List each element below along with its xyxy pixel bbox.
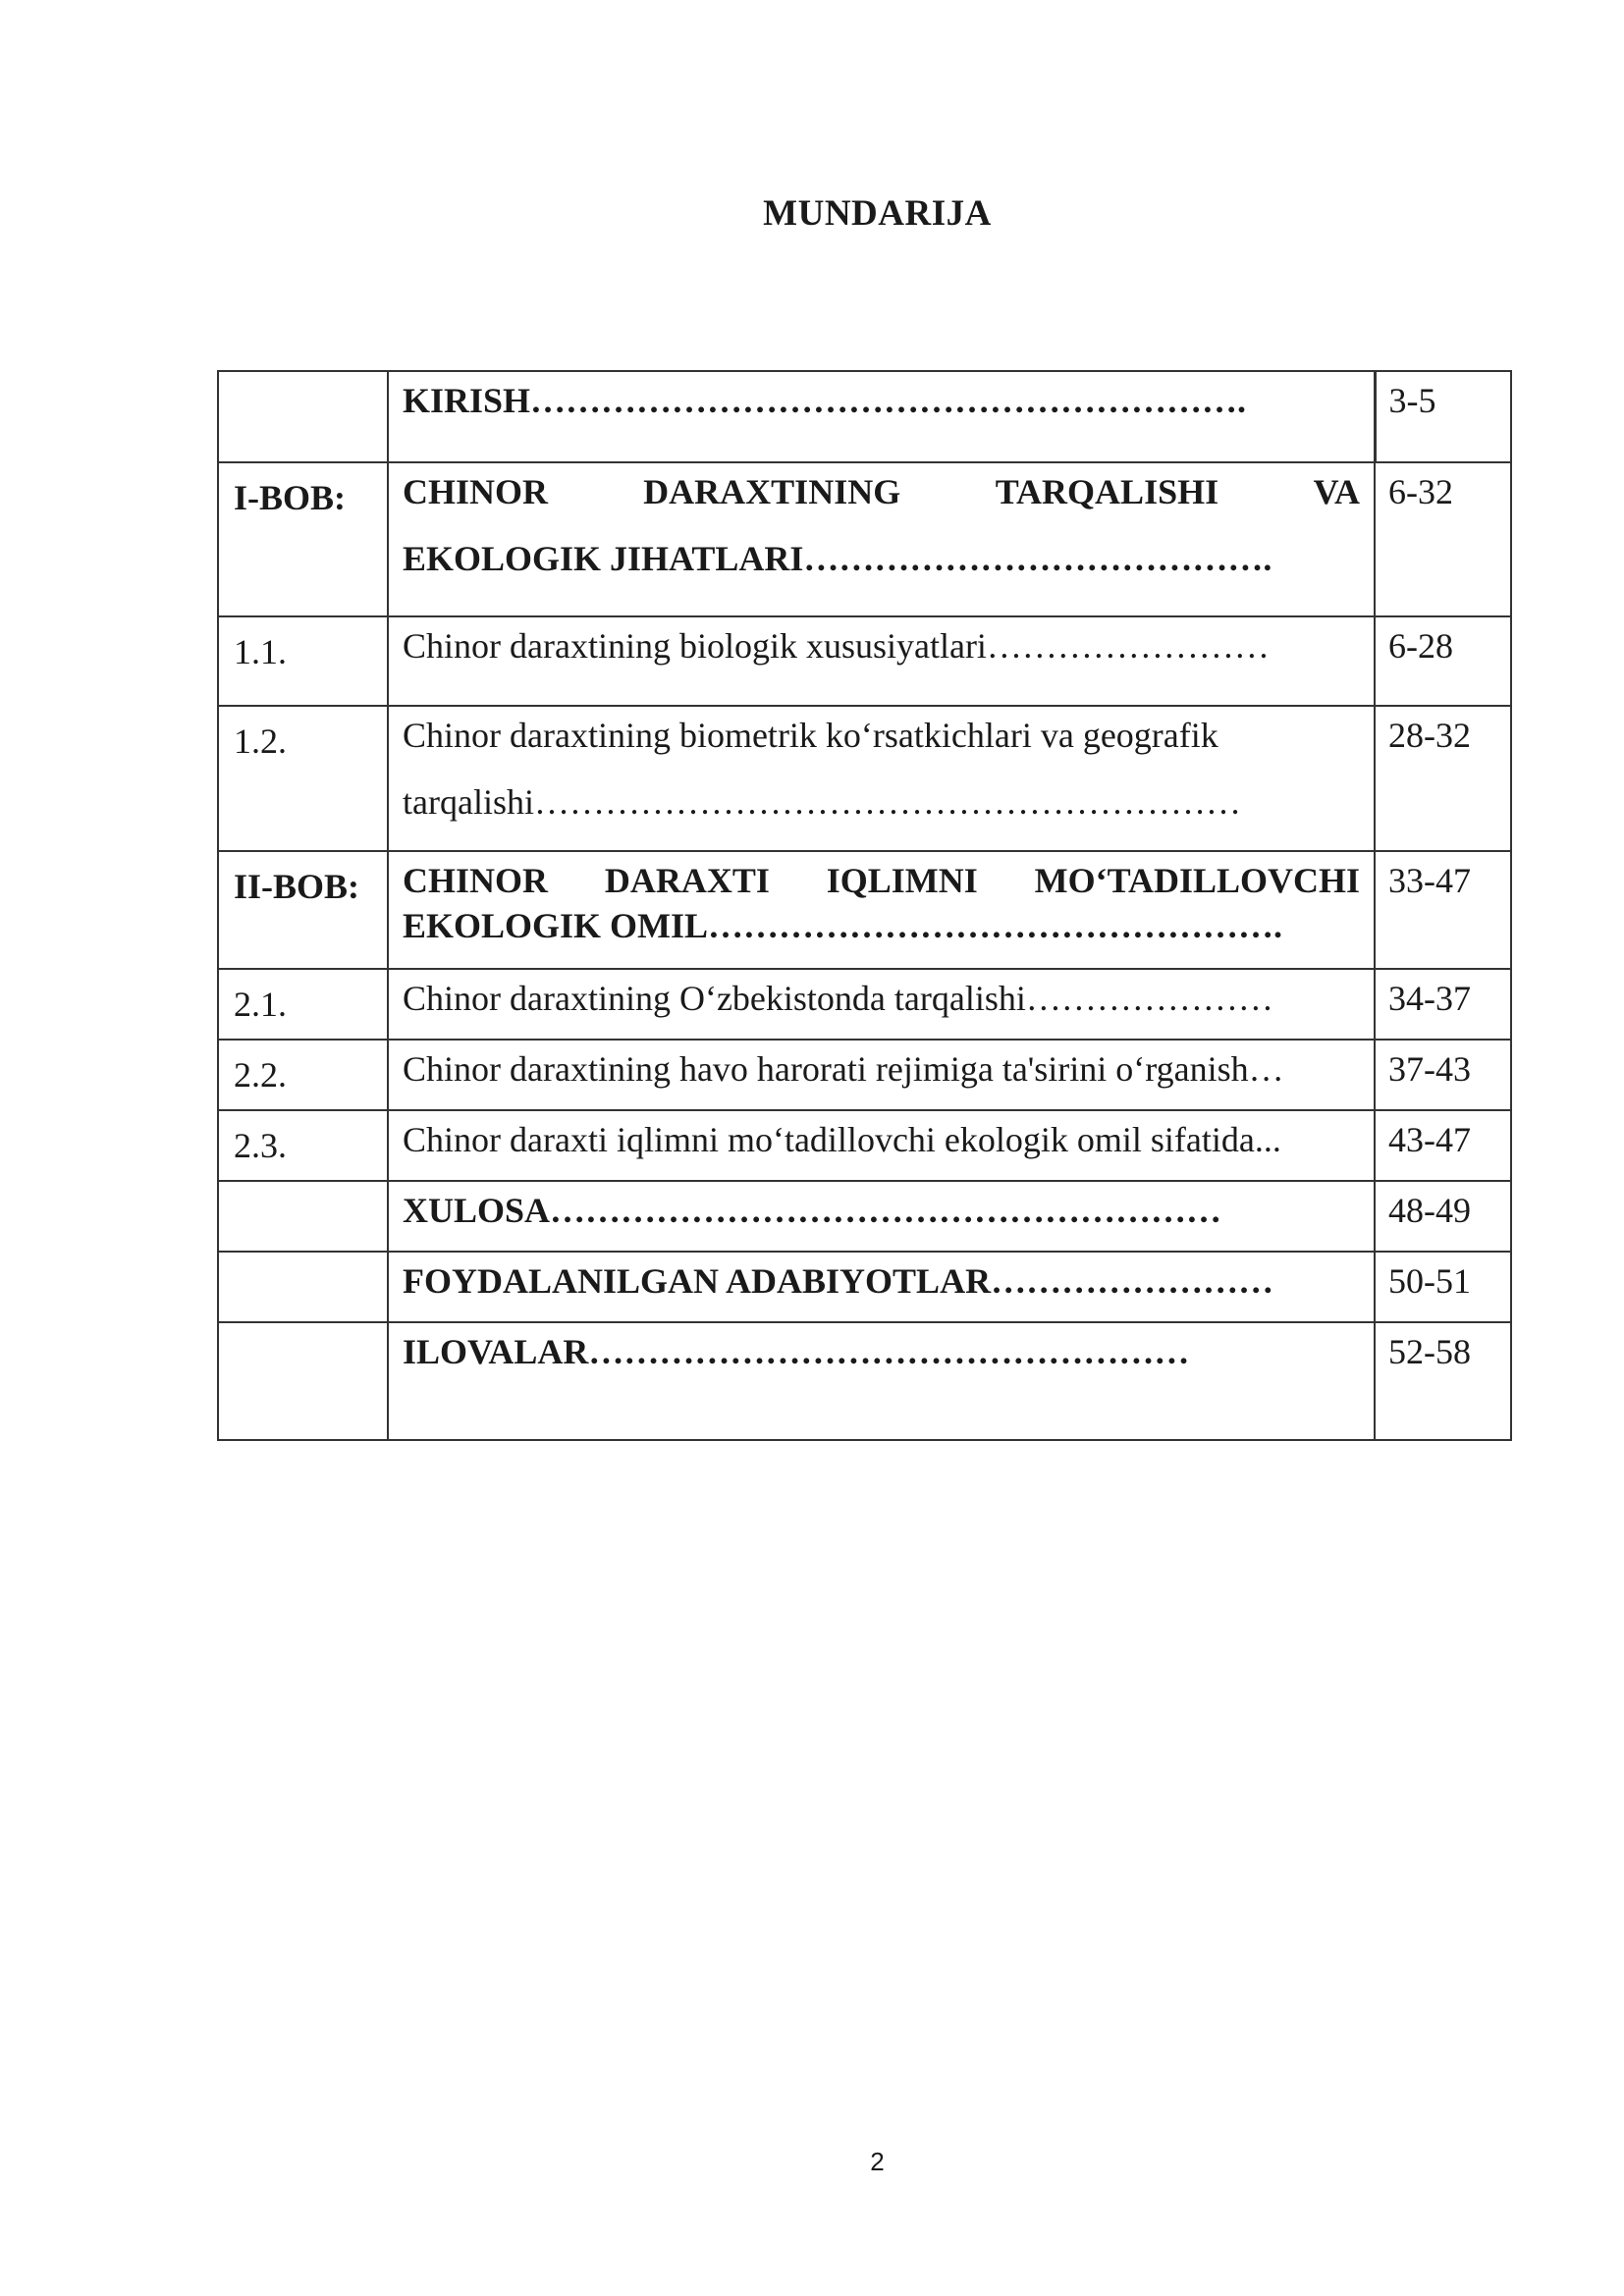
toc-page-range: 34-37	[1375, 969, 1511, 1040]
toc-entry-title-line2: EKOLOGIK OMIL………………………………………….	[403, 906, 1283, 945]
toc-section-number: 1.2.	[218, 706, 388, 851]
toc-entry-title: KIRISH…………………………………………………….	[388, 371, 1375, 462]
toc-entry-title: Chinor daraxtining O‘zbekistonda tarqalishi…………………	[388, 969, 1375, 1040]
toc-row-chapter-2	[218, 851, 1511, 969]
toc-row-chapter-1	[218, 462, 1511, 616]
toc-page-range: 48-49	[1375, 1181, 1511, 1252]
toc-section-number: I-BOB:	[218, 462, 388, 616]
toc-entry-title: Chinor daraxti iqlimni mo‘tadillovchi ekologik omil sifatida...	[388, 1110, 1375, 1181]
toc-row-2-3	[218, 1110, 1511, 1181]
toc-row-conclusion	[218, 1181, 1511, 1252]
page-number: 2	[870, 2147, 885, 2176]
table-of-contents	[217, 370, 1512, 1441]
toc-section-number: II-BOB:	[218, 851, 388, 969]
toc-section-number	[218, 1322, 388, 1440]
toc-entry-title: Chinor daraxtining havo harorati rejimiga ta'sirini o‘rganish…	[388, 1040, 1375, 1110]
toc-page-range: 52-58	[1375, 1322, 1511, 1440]
toc-entry-title-line1: Chinor daraxtining biometrik ko‘rsatkichlari va geografik	[403, 716, 1218, 755]
toc-entry-title: XULOSA…………………………………………………	[388, 1181, 1375, 1252]
toc-page-range: 6-28	[1375, 616, 1511, 706]
toc-section-number: 2.3.	[218, 1110, 388, 1181]
toc-entry-title	[388, 462, 1375, 616]
toc-row-1-1	[218, 616, 1511, 706]
toc-section-number	[218, 1252, 388, 1322]
toc-section-number: 1.1.	[218, 616, 388, 706]
toc-entry-title-line1: CHINOR DARAXTINING TARQALISHI VA	[403, 472, 1360, 511]
toc-row-1-2	[218, 706, 1511, 851]
toc-entry-title	[388, 706, 1375, 851]
toc-row-references	[218, 1252, 1511, 1322]
toc-page-range: 43-47	[1375, 1110, 1511, 1181]
toc-page-range: 6-32	[1375, 462, 1511, 616]
toc-entry-title: FOYDALANILGAN ADABIYOTLAR……………………	[388, 1252, 1375, 1322]
toc-entry-title-line2: EKOLOGIK JIHATLARI………………………………….	[403, 539, 1272, 578]
toc-row-appendices	[218, 1322, 1511, 1440]
toc-page-range: 33-47	[1375, 851, 1511, 969]
toc-entry-title-line2: tarqalishi……………………………………………………	[403, 782, 1241, 822]
toc-page-range: 37-43	[1375, 1040, 1511, 1110]
toc-entry-title: Chinor daraxtining biologik xususiyatlari……………………	[388, 616, 1375, 706]
toc-entry-title	[388, 851, 1375, 969]
toc-page-range: 28-32	[1375, 706, 1511, 851]
toc-section-number: 2.1.	[218, 969, 388, 1040]
toc-row-2-1	[218, 969, 1511, 1040]
toc-section-number	[218, 1181, 388, 1252]
toc-page-range: 50-51	[1375, 1252, 1511, 1322]
toc-row-2-2	[218, 1040, 1511, 1110]
toc-section-number: 2.2.	[218, 1040, 388, 1110]
page-title: MUNDARIJA	[763, 193, 992, 234]
toc-entry-title-line1: CHINOR DARAXTI IQLIMNI MO‘TADILLOVCHI	[403, 861, 1360, 900]
toc-row-introduction	[218, 371, 1511, 462]
toc-page-range: 3-5	[1375, 371, 1511, 462]
toc-section-number	[218, 371, 388, 462]
toc-entry-title: ILOVALAR……………………………………………	[388, 1322, 1375, 1440]
